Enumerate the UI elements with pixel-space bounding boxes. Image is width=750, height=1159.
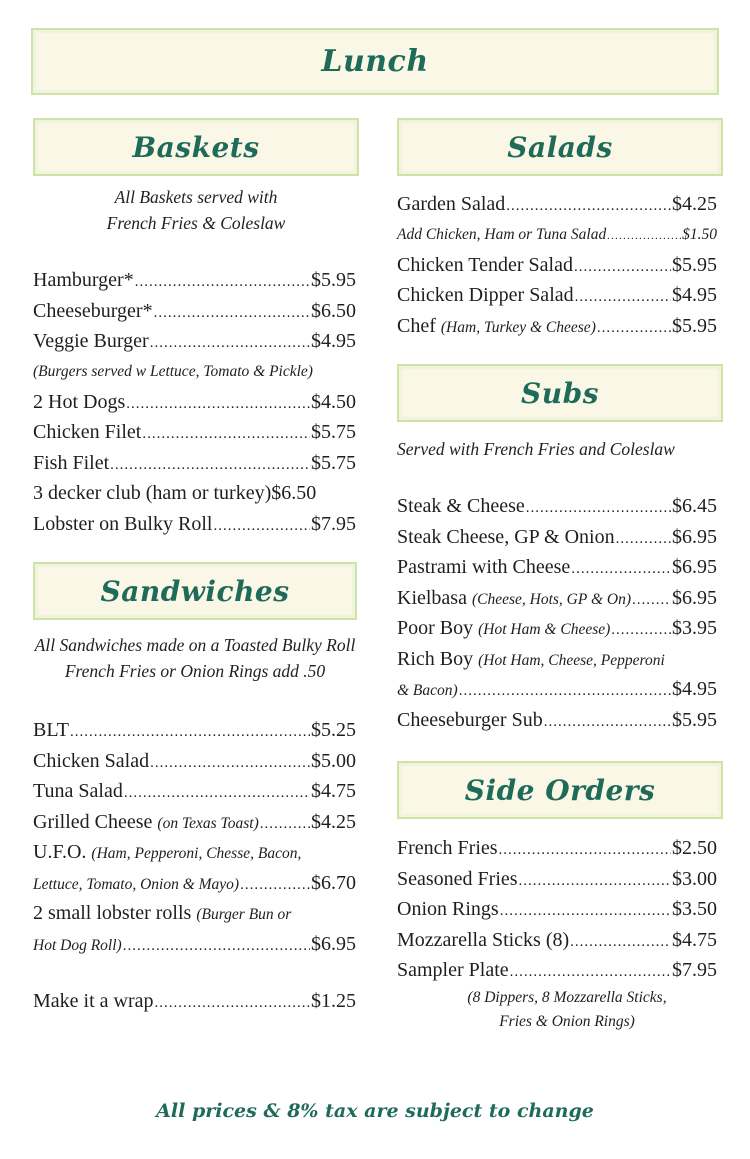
menu-item: Mozzarella Sticks (8) ..... $4.75 <box>397 925 717 956</box>
sandwiches-list <box>33 715 356 1017</box>
sandwiches-banner <box>33 562 357 620</box>
menu-item: Cheeseburger Sub ..... $5.95 <box>397 705 717 736</box>
side-orders-banner <box>397 761 723 819</box>
menu-item: 3 decker club (ham or turkey) $6.50 <box>33 482 317 504</box>
menu-item: Add Chicken, Ham or Tuna Salad ..... $1.50 <box>397 220 717 250</box>
menu-item: Kielbasa (Cheese, Hots, GP & On) ..... $6.95 <box>397 583 717 614</box>
menu-item: BLT ..... $5.25 <box>33 715 356 746</box>
side-orders-heading: Side Orders <box>464 773 656 807</box>
menu-item: Garden Salad ..... $4.25 <box>397 189 717 220</box>
menu-item: Rich Boy (Hot Ham, Cheese, Pepperoni <box>397 647 665 670</box>
menu-item: Chef (Ham, Turkey & Cheese) ..... $5.95 <box>397 311 717 342</box>
menu-item: Chicken Dipper Salad ..... $4.95 <box>397 280 717 311</box>
menu-item: Tuna Salad ..... $4.75 <box>33 776 356 807</box>
menu-item-cont: Hot Dog Roll) ..... $6.95 <box>33 929 356 960</box>
menu-item: Steak & Cheese ..... $6.45 <box>397 491 717 522</box>
burger-note: (Burgers served w Lettuce, Tomato & Pickle) <box>33 362 313 380</box>
menu-item: 2 Hot Dogs ..... $4.50 <box>33 387 356 418</box>
menu-item: Poor Boy (Hot Ham & Cheese) ..... $3.95 <box>397 613 717 644</box>
lunch-banner <box>31 28 719 95</box>
subs-note <box>397 436 717 462</box>
menu-item: Chicken Tender Salad ..... $5.95 <box>397 250 717 281</box>
menu-item-cont: Lettuce, Tomato, Onion & Mayo) ..... $6.70 <box>33 868 356 899</box>
baskets-note <box>33 184 359 236</box>
menu-item: Lobster on Bulky Roll ..... $7.95 <box>33 509 356 540</box>
menu-item: Cheeseburger* ..... $6.50 <box>33 296 356 327</box>
menu-item: Onion Rings ..... $3.50 <box>397 894 717 925</box>
sandwiches-heading: Sandwiches <box>100 574 290 608</box>
sandwiches-note <box>25 632 365 684</box>
salads-list <box>397 189 717 341</box>
menu-item-cont: & Bacon) ..... $4.95 <box>397 674 717 705</box>
baskets-note-line2: French Fries & Coleslaw <box>106 213 286 233</box>
baskets-banner <box>33 118 359 176</box>
menu-item: U.F.O. (Ham, Pepperoni, Chesse, Bacon, <box>33 841 302 863</box>
footer-disclaimer: All prices & 8% tax are subject to change <box>156 1100 594 1122</box>
menu-item: Fish Filet ..... $5.75 <box>33 448 356 479</box>
menu-item: Grilled Cheese (on Texas Toast) ..... $4.25 <box>33 807 356 838</box>
baskets-heading: Baskets <box>132 130 260 164</box>
subs-heading: Subs <box>521 376 599 410</box>
subs-banner <box>397 364 723 422</box>
subs-list <box>397 491 717 735</box>
subs-note-text: Served with French Fries and Coleslaw <box>397 439 675 459</box>
menu-item: Sampler Plate ..... $7.95 <box>397 955 717 986</box>
menu-item: Chicken Salad ..... $5.00 <box>33 746 356 777</box>
baskets-note-line1: All Baskets served with <box>114 187 278 207</box>
menu-item: 2 small lobster rolls (Burger Bun or <box>33 902 292 924</box>
menu-item: Make it a wrap ..... $1.25 <box>33 986 356 1017</box>
menu-item: Hamburger* ..... $5.95 <box>33 265 356 296</box>
sandwiches-note-line1: All Sandwiches made on a Toasted Bulky Roll <box>34 635 356 655</box>
menu-item: Seasoned Fries ..... $3.00 <box>397 864 717 895</box>
menu-item: Veggie Burger ..... $4.95 <box>33 326 356 357</box>
sampler-note-line1: (8 Dippers, 8 Mozzarella Sticks, <box>467 988 667 1006</box>
menu-item: French Fries ..... $2.50 <box>397 833 717 864</box>
salads-banner <box>397 118 723 176</box>
menu-item: Pastrami with Cheese ..... $6.95 <box>397 552 717 583</box>
baskets-list <box>33 265 356 539</box>
page-title: Lunch <box>321 44 429 79</box>
salads-heading: Salads <box>507 130 613 164</box>
sampler-note-line2: Fries & Onion Rings) <box>499 1012 635 1030</box>
sandwiches-note-line2: French Fries or Onion Rings add .50 <box>64 661 326 681</box>
side-orders-list <box>397 833 717 1034</box>
menu-item: Chicken Filet ..... $5.75 <box>33 417 356 448</box>
menu-item: Steak Cheese, GP & Onion ..... $6.95 <box>397 522 717 553</box>
